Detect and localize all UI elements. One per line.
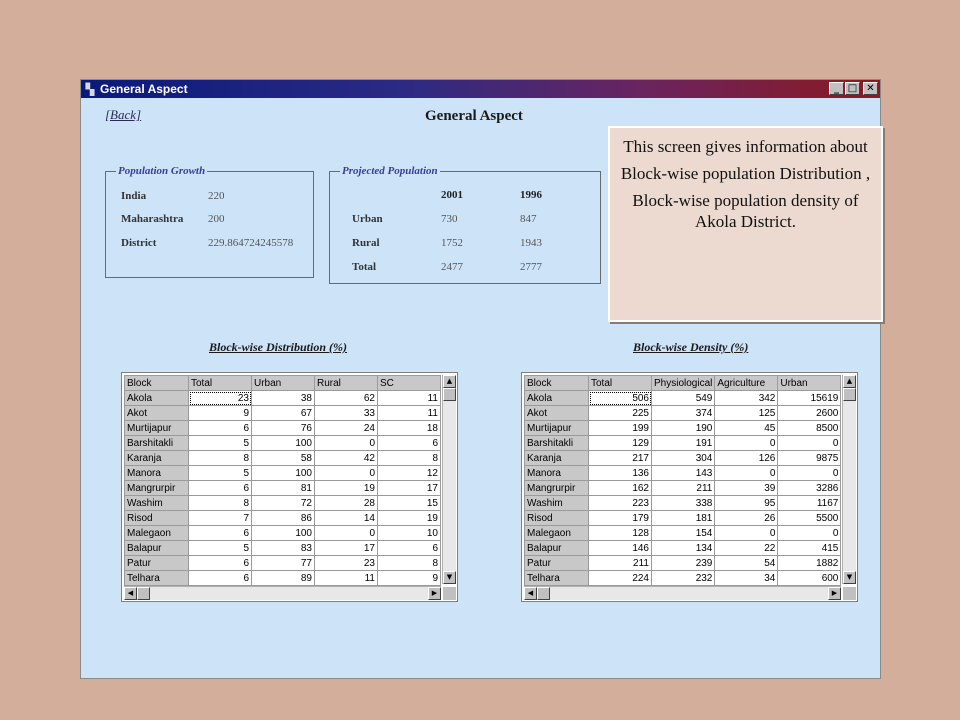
table-row bbox=[525, 406, 841, 421]
row-header-cell[interactable]: Manora bbox=[525, 466, 589, 481]
projected-rural-1996: 1943 bbox=[520, 237, 542, 249]
table-cell[interactable]: 9875 bbox=[778, 451, 841, 466]
row-header-cell[interactable]: Risod bbox=[125, 511, 189, 526]
distribution-horizontal-scrollbar[interactable] bbox=[124, 586, 441, 600]
title-bar[interactable] bbox=[81, 80, 880, 98]
density-title: Block-wise Density (%) bbox=[633, 340, 749, 354]
distribution-table bbox=[124, 375, 441, 586]
projected-year-2001: 2001 bbox=[441, 189, 463, 201]
row-header-cell[interactable]: Malegaon bbox=[125, 526, 189, 541]
row-header-cell[interactable]: Manora bbox=[125, 466, 189, 481]
density-grid[interactable] bbox=[521, 372, 858, 602]
header-row bbox=[525, 376, 841, 391]
table-cell[interactable]: 100 bbox=[252, 526, 315, 541]
table-cell[interactable]: 86 bbox=[252, 511, 315, 526]
arrow-right-icon[interactable]: ▶ bbox=[428, 587, 441, 600]
table-cell[interactable]: 304 bbox=[652, 451, 715, 466]
table-cell[interactable]: 9 bbox=[189, 406, 252, 421]
table-cell[interactable]: 6 bbox=[189, 556, 252, 571]
table-cell[interactable]: 224 bbox=[589, 571, 652, 586]
row-header-cell[interactable]: Akot bbox=[525, 406, 589, 421]
table-cell[interactable]: 72 bbox=[252, 496, 315, 511]
table-cell[interactable]: 6 bbox=[189, 421, 252, 436]
table-row bbox=[125, 391, 441, 406]
table-row bbox=[125, 436, 441, 451]
table-cell[interactable]: 17 bbox=[378, 481, 441, 496]
table-cell[interactable]: 100 bbox=[252, 436, 315, 451]
table-cell[interactable]: 7 bbox=[189, 511, 252, 526]
table-cell[interactable]: 8 bbox=[189, 451, 252, 466]
row-header-cell[interactable]: Balapur bbox=[125, 541, 189, 556]
table-cell[interactable]: 45 bbox=[715, 421, 778, 436]
table-row bbox=[125, 526, 441, 541]
table-cell[interactable]: 506 bbox=[589, 391, 652, 406]
table-row bbox=[125, 466, 441, 481]
projected-label-total: Total bbox=[352, 261, 377, 273]
table-cell[interactable]: 42 bbox=[315, 451, 378, 466]
table-cell[interactable]: 338 bbox=[652, 496, 715, 511]
table-cell[interactable]: 211 bbox=[589, 556, 652, 571]
row-header-cell[interactable]: Murtijapur bbox=[525, 421, 589, 436]
density-table bbox=[524, 375, 841, 586]
table-cell[interactable]: 342 bbox=[715, 391, 778, 406]
row-header-cell[interactable]: Patur bbox=[525, 556, 589, 571]
table-cell[interactable]: 162 bbox=[589, 481, 652, 496]
header-row bbox=[125, 376, 441, 391]
row-header-cell[interactable]: Washim bbox=[525, 496, 589, 511]
info-line-3: Block-wise population density of Akola District. bbox=[632, 191, 859, 231]
distribution-grid[interactable] bbox=[121, 372, 458, 602]
minimize-button[interactable] bbox=[829, 82, 844, 95]
table-cell[interactable]: 6 bbox=[189, 481, 252, 496]
table-cell[interactable]: 19 bbox=[378, 511, 441, 526]
table-cell[interactable]: 100 bbox=[252, 466, 315, 481]
table-cell[interactable]: 23 bbox=[315, 556, 378, 571]
scroll-thumb[interactable] bbox=[443, 388, 456, 401]
table-cell[interactable]: 125 bbox=[715, 406, 778, 421]
table-cell[interactable]: 6 bbox=[378, 541, 441, 556]
table-cell[interactable]: 549 bbox=[652, 391, 715, 406]
arrow-up-icon[interactable]: ▲ bbox=[843, 375, 856, 388]
table-row bbox=[125, 571, 441, 586]
projected-total-2001: 2477 bbox=[441, 261, 463, 273]
table-cell[interactable]: 239 bbox=[652, 556, 715, 571]
table-cell[interactable]: 89 bbox=[252, 571, 315, 586]
table-row bbox=[125, 556, 441, 571]
table-cell[interactable]: 211 bbox=[652, 481, 715, 496]
table-cell[interactable]: 5 bbox=[189, 466, 252, 481]
table-cell[interactable]: 34 bbox=[715, 571, 778, 586]
row-header-cell[interactable]: Risod bbox=[525, 511, 589, 526]
table-cell[interactable]: 0 bbox=[715, 526, 778, 541]
table-cell[interactable]: 5 bbox=[189, 541, 252, 556]
table-cell[interactable]: 11 bbox=[378, 406, 441, 421]
table-cell[interactable]: 95 bbox=[715, 496, 778, 511]
table-cell[interactable]: 33 bbox=[315, 406, 378, 421]
scroll-thumb[interactable] bbox=[137, 587, 150, 600]
table-cell[interactable]: 39 bbox=[715, 481, 778, 496]
row-header-cell[interactable]: Telhara bbox=[525, 571, 589, 586]
table-cell[interactable]: 14 bbox=[315, 511, 378, 526]
table-cell[interactable]: 415 bbox=[778, 541, 841, 556]
row-header-cell[interactable]: Mangrurpir bbox=[525, 481, 589, 496]
table-row bbox=[525, 511, 841, 526]
table-cell[interactable]: 38 bbox=[252, 391, 315, 406]
column-header[interactable]: Total bbox=[189, 376, 252, 391]
row-header-cell[interactable]: Karanja bbox=[525, 451, 589, 466]
table-row bbox=[125, 511, 441, 526]
column-header[interactable]: Total bbox=[589, 376, 652, 391]
table-row bbox=[525, 391, 841, 406]
scroll-corner bbox=[843, 587, 856, 600]
table-cell[interactable]: 54 bbox=[715, 556, 778, 571]
row-header-cell[interactable]: Karanja bbox=[125, 451, 189, 466]
row-header-cell[interactable]: Akola bbox=[125, 391, 189, 406]
table-cell[interactable]: 0 bbox=[778, 466, 841, 481]
row-header-cell[interactable]: Akola bbox=[525, 391, 589, 406]
density-horizontal-scrollbar[interactable] bbox=[524, 586, 841, 600]
projected-population-legend: Projected Population bbox=[342, 165, 438, 177]
growth-label-district: District bbox=[121, 237, 157, 249]
maximize-button[interactable] bbox=[845, 82, 860, 95]
arrow-left-icon[interactable]: ◀ bbox=[124, 587, 137, 600]
scroll-corner bbox=[443, 587, 456, 600]
table-row bbox=[525, 541, 841, 556]
distribution-vertical-scrollbar[interactable] bbox=[442, 375, 456, 584]
row-header-cell[interactable]: Malegaon bbox=[525, 526, 589, 541]
table-cell[interactable]: 232 bbox=[652, 571, 715, 586]
table-row bbox=[125, 406, 441, 421]
table-row bbox=[125, 496, 441, 511]
row-header-cell[interactable]: Balapur bbox=[525, 541, 589, 556]
table-cell[interactable]: 374 bbox=[652, 406, 715, 421]
table-cell[interactable]: 19 bbox=[315, 481, 378, 496]
table-row bbox=[525, 556, 841, 571]
arrow-down-icon[interactable]: ▼ bbox=[843, 571, 856, 584]
info-line-2: Block-wise population Distribution , bbox=[620, 164, 871, 183]
table-cell[interactable]: 199 bbox=[589, 421, 652, 436]
projected-rural-2001: 1752 bbox=[441, 237, 463, 249]
table-cell[interactable]: 15619 bbox=[778, 391, 841, 406]
table-cell[interactable]: 1167 bbox=[778, 496, 841, 511]
projected-label-urban: Urban bbox=[352, 213, 383, 225]
back-link[interactable]: [Back] bbox=[105, 107, 142, 122]
row-header-cell[interactable]: Barshitakli bbox=[125, 436, 189, 451]
table-cell[interactable]: 17 bbox=[315, 541, 378, 556]
table-row bbox=[525, 571, 841, 586]
column-header[interactable]: Physiological bbox=[652, 376, 715, 391]
table-cell[interactable]: 146 bbox=[589, 541, 652, 556]
table-row bbox=[525, 481, 841, 496]
table-cell[interactable]: 15 bbox=[378, 496, 441, 511]
table-cell[interactable]: 6 bbox=[378, 436, 441, 451]
table-row bbox=[125, 451, 441, 466]
table-cell[interactable]: 67 bbox=[252, 406, 315, 421]
projected-total-1996: 2777 bbox=[520, 261, 542, 273]
info-line-1: This screen gives information about bbox=[623, 137, 868, 156]
table-cell[interactable]: 191 bbox=[652, 436, 715, 451]
table-cell[interactable]: 0 bbox=[715, 466, 778, 481]
table-cell[interactable]: 129 bbox=[589, 436, 652, 451]
table-cell[interactable]: 5 bbox=[189, 436, 252, 451]
table-row bbox=[125, 541, 441, 556]
distribution-title: Block-wise Distribution (%) bbox=[209, 340, 348, 354]
table-cell[interactable]: 62 bbox=[315, 391, 378, 406]
growth-value-district: 229.864724245578 bbox=[208, 237, 294, 249]
table-row bbox=[125, 421, 441, 436]
table-cell[interactable]: 76 bbox=[252, 421, 315, 436]
table-cell[interactable]: 77 bbox=[252, 556, 315, 571]
maximize-icon: □ bbox=[847, 83, 858, 94]
table-cell[interactable]: 5500 bbox=[778, 511, 841, 526]
column-header[interactable]: Rural bbox=[315, 376, 378, 391]
arrow-right-icon[interactable]: ▶ bbox=[828, 587, 841, 600]
table-cell[interactable]: 23 bbox=[189, 391, 252, 406]
column-header[interactable]: Urban bbox=[252, 376, 315, 391]
table-cell[interactable]: 1882 bbox=[778, 556, 841, 571]
table-cell[interactable]: 6 bbox=[189, 571, 252, 586]
table-cell[interactable]: 126 bbox=[715, 451, 778, 466]
table-cell[interactable]: 143 bbox=[652, 466, 715, 481]
projected-year-1996: 1996 bbox=[520, 189, 542, 201]
growth-label-india: India bbox=[121, 190, 147, 202]
table-cell[interactable]: 136 bbox=[589, 466, 652, 481]
table-cell[interactable]: 11 bbox=[378, 391, 441, 406]
table-cell[interactable]: 8 bbox=[189, 496, 252, 511]
row-header-cell[interactable]: Washim bbox=[125, 496, 189, 511]
row-header-cell[interactable]: Murtijapur bbox=[125, 421, 189, 436]
table-cell[interactable]: 0 bbox=[315, 526, 378, 541]
table-cell[interactable]: 0 bbox=[315, 466, 378, 481]
table-cell[interactable]: 9 bbox=[378, 571, 441, 586]
minimize-icon: _ bbox=[834, 83, 839, 94]
column-header[interactable]: Agriculture bbox=[715, 376, 778, 391]
row-header-cell[interactable]: Barshitakli bbox=[525, 436, 589, 451]
table-cell[interactable]: 0 bbox=[778, 526, 841, 541]
window-title: General Aspect bbox=[100, 82, 188, 96]
table-cell[interactable]: 6 bbox=[189, 526, 252, 541]
table-cell[interactable]: 12 bbox=[378, 466, 441, 481]
table-row bbox=[525, 496, 841, 511]
table-cell[interactable]: 8 bbox=[378, 556, 441, 571]
projected-label-rural: Rural bbox=[352, 237, 380, 249]
page-title: General Aspect bbox=[425, 108, 523, 124]
table-cell[interactable]: 181 bbox=[652, 511, 715, 526]
table-row bbox=[525, 451, 841, 466]
table-cell[interactable]: 11 bbox=[315, 571, 378, 586]
scroll-thumb[interactable] bbox=[537, 587, 550, 600]
close-button[interactable] bbox=[863, 82, 878, 95]
row-header-cell[interactable]: Telhara bbox=[125, 571, 189, 586]
projected-urban-1996: 847 bbox=[520, 213, 537, 225]
table-cell[interactable]: 83 bbox=[252, 541, 315, 556]
table-cell[interactable]: 8500 bbox=[778, 421, 841, 436]
close-icon: ✕ bbox=[866, 83, 875, 94]
table-cell[interactable]: 223 bbox=[589, 496, 652, 511]
table-cell[interactable]: 24 bbox=[315, 421, 378, 436]
table-row bbox=[525, 436, 841, 451]
row-header-cell[interactable]: Akot bbox=[125, 406, 189, 421]
table-cell[interactable]: 217 bbox=[589, 451, 652, 466]
table-cell[interactable]: 3286 bbox=[778, 481, 841, 496]
population-growth-legend: Population Growth bbox=[118, 165, 206, 177]
density-vertical-scrollbar[interactable] bbox=[842, 375, 856, 584]
table-cell[interactable]: 22 bbox=[715, 541, 778, 556]
table-cell[interactable]: 2600 bbox=[778, 406, 841, 421]
table-cell[interactable]: 26 bbox=[715, 511, 778, 526]
column-header[interactable]: Urban bbox=[778, 376, 841, 391]
table-row bbox=[525, 421, 841, 436]
arrow-down-icon[interactable]: ▼ bbox=[443, 571, 456, 584]
table-cell[interactable]: 8 bbox=[378, 451, 441, 466]
table-cell[interactable]: 18 bbox=[378, 421, 441, 436]
row-header-cell[interactable]: Patur bbox=[125, 556, 189, 571]
column-header[interactable]: SC bbox=[378, 376, 441, 391]
table-row bbox=[525, 526, 841, 541]
table-cell[interactable]: 0 bbox=[715, 436, 778, 451]
info-box bbox=[608, 126, 883, 322]
growth-label-maharashtra: Maharashtra bbox=[121, 213, 184, 225]
table-cell[interactable]: 190 bbox=[652, 421, 715, 436]
growth-value-india: 220 bbox=[208, 190, 225, 202]
arrow-up-icon[interactable]: ▲ bbox=[443, 375, 456, 388]
app-icon[interactable]: ▚ bbox=[85, 83, 95, 96]
app-window bbox=[80, 79, 881, 679]
column-header[interactable]: Block bbox=[125, 376, 189, 391]
table-cell[interactable]: 28 bbox=[315, 496, 378, 511]
table-cell[interactable]: 0 bbox=[315, 436, 378, 451]
row-header-cell[interactable]: Mangrurpir bbox=[125, 481, 189, 496]
table-cell[interactable]: 225 bbox=[589, 406, 652, 421]
table-cell[interactable]: 600 bbox=[778, 571, 841, 586]
table-row bbox=[125, 481, 441, 496]
arrow-left-icon[interactable]: ◀ bbox=[524, 587, 537, 600]
table-cell[interactable]: 10 bbox=[378, 526, 441, 541]
table-cell[interactable]: 58 bbox=[252, 451, 315, 466]
table-cell[interactable]: 134 bbox=[652, 541, 715, 556]
scroll-thumb[interactable] bbox=[843, 388, 856, 401]
table-cell[interactable]: 81 bbox=[252, 481, 315, 496]
table-cell[interactable]: 154 bbox=[652, 526, 715, 541]
table-cell[interactable]: 0 bbox=[778, 436, 841, 451]
table-cell[interactable]: 128 bbox=[589, 526, 652, 541]
column-header[interactable]: Block bbox=[525, 376, 589, 391]
growth-value-maharashtra: 200 bbox=[208, 213, 225, 225]
table-cell[interactable]: 179 bbox=[589, 511, 652, 526]
table-row bbox=[525, 466, 841, 481]
projected-urban-2001: 730 bbox=[441, 213, 458, 225]
